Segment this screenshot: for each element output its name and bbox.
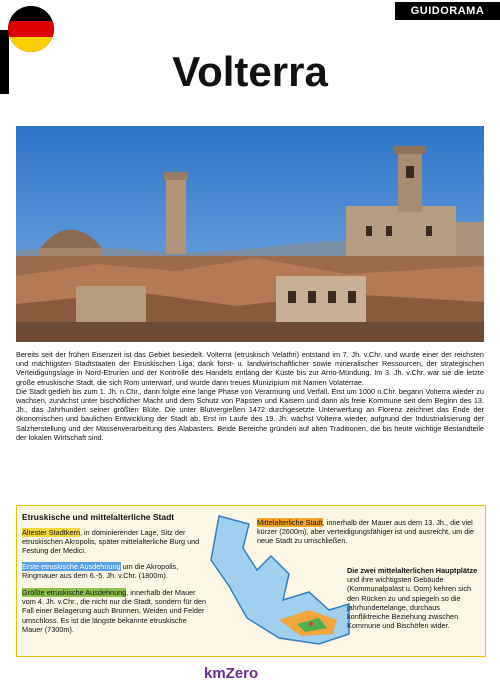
legend-text: und ihre wichtigsten Gebäude (Kommunalpalast u. Dom) kehren sich den Rücken zu und spiegeln so die jahrhundertelange, durchaus konfliktreiche Beziehung zwischen Kommune und Bischöfen wider. bbox=[347, 575, 472, 631]
legend-item-main-squares bbox=[347, 566, 479, 630]
legend-label: Die zwei mittelalterlichen Hauptplätze bbox=[347, 566, 478, 575]
legend-text: , innerhalb der Mauer vom 4. Jh. v.Chr., die nicht nur die Stadt, sondern für den Fall einer Belagerung auch Brunnen, Weiden und Felder umschloss. Es ist die längste bekannte etruskische Mauer (7300m). bbox=[22, 588, 207, 634]
intro-text bbox=[16, 350, 484, 442]
legend-text: , in dominierender Lage, Sitz der etruskischen Akropolis, später mittelalterliche Burg und Festung der Medici. bbox=[22, 528, 200, 556]
page-title: Volterra bbox=[172, 48, 328, 95]
legend-text: , innerhalb der Mauer aus dem 13. Jh., die viel kürzer (2600m), aber verteidigungsfähiger ist und ausreicht, um die neue Stadt zu umschließen. bbox=[257, 518, 474, 546]
legend-item-medieval-city bbox=[257, 518, 479, 546]
publisher-logo-text: kmZero bbox=[204, 665, 259, 682]
intro-paragraph-2: Die Stadt gedieh bis zum 1. Jh. n.Chr., dann folgte eine lange Phase von Verarmung und Verfall. Erst um 1000 n.Chr. begann Volterra wieder zu wachsen, zunächst unter bischöflicher Macht und dem Schutz von Päpsten und Kaisern und dann als freie Kommune seit dem Beginn des 13. Jh., das Jahrhundert seiner größten Blüte. Die unter Blutvergießen 1472 durchgesetzte Unterwerfung an Florenz zeichnet das Ende der ökonomischen und baulichen Entwicklung der Stadt ab. Erst im Laufe des 19. Jh. wächst Volterra wieder, aufgrund der Industrialisierung der Salzherstellung und der Massenverarbeitung des Alabasters. Beide Bereiche gründen auf alten Traditionen, die bis heute wichtige Bestandteile der lokalen Wirtschaft sind. bbox=[16, 386, 484, 442]
legend-label: Erste etruskische Ausdehnung bbox=[22, 562, 121, 571]
legend-item-oldest-core bbox=[22, 528, 207, 556]
legend-item-largest-expansion bbox=[22, 588, 207, 634]
brand-label: GUIDORAMA bbox=[395, 2, 500, 20]
legend-label: Größte etruskische Ausdehnung bbox=[22, 588, 127, 597]
intro-paragraph-1: Bereits seit der frühen Eisenzeit ist das Gebiet besiedelt. Volterra (etruskisch Velathri) entstand im 7. Jh. v.Chr. und wurde einer der reichsten und mächtigsten Stadtstaaten der Etruskischen Liga, dank forst- u. landwirtschaftlicher sowie mineralischer Ressourcen, der strategischen Verteidigungslage in Nord-Etrurien und der Kontrolle des Handels entlang der Küste bis zur Arno-Mündung. Im 3. Jh. v.Chr. war sie die letzte große etruskische Stadt, die sich Rom unterwarf, und wurde dann treues Munizipium mit Namen Volaterrae. bbox=[16, 350, 484, 387]
volterra-photo bbox=[16, 126, 484, 342]
city-map-panel bbox=[16, 505, 486, 657]
legend-text: um die Akropolis, Ringmauer aus dem 6.-5. Jh. v.Chr. (1800m). bbox=[22, 562, 179, 581]
publisher-logo bbox=[204, 665, 258, 682]
legend-label: Mittelalterliche Stadt bbox=[257, 518, 323, 527]
legend-label: Ältester Stadtkern bbox=[22, 528, 80, 537]
map-heading: Etruskische und mittelalterliche Stadt bbox=[22, 512, 175, 522]
german-flag-icon bbox=[8, 6, 54, 52]
legend-item-first-expansion bbox=[22, 562, 207, 580]
